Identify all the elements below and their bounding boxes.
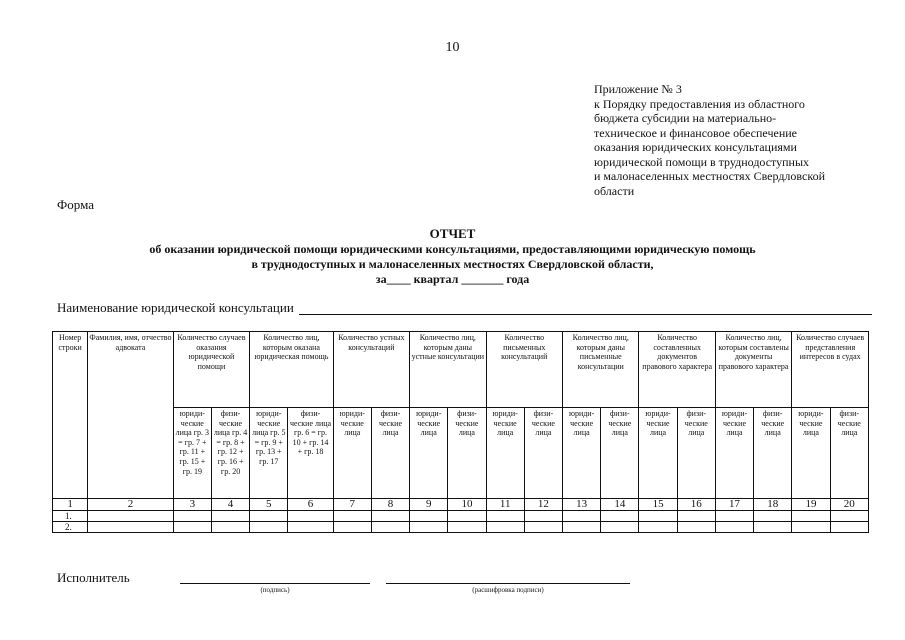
table-cell[interactable] xyxy=(211,522,249,533)
table-cell[interactable] xyxy=(333,511,371,522)
table-cell[interactable] xyxy=(410,522,448,533)
report-subtitle-line1: об оказании юридической помощи юридическими консультациями, предоставляющими юридическую помощь xyxy=(149,242,756,256)
row-number: 1. xyxy=(53,511,88,522)
table-cell[interactable] xyxy=(830,522,868,533)
column-number: 1 xyxy=(53,499,88,511)
table-cell[interactable] xyxy=(830,511,868,522)
column-number: 16 xyxy=(677,499,715,511)
appendix-line: бюджета субсидии на материально- xyxy=(594,111,777,125)
header-subcol: физи-ческие лица гр. 4 = гр. 8 + гр. 12 + гр. 16 + гр. 20 xyxy=(211,408,249,499)
column-number: 10 xyxy=(448,499,486,511)
table-cell[interactable] xyxy=(524,511,562,522)
column-number: 3 xyxy=(173,499,211,511)
table-cell[interactable] xyxy=(88,511,174,522)
header-group: Количество случаев представления интересов в судах xyxy=(792,332,869,408)
header-subcol: физи-ческие лица гр. 6 = гр. 10 + гр. 14 + гр. 18 xyxy=(288,408,333,499)
header-subcol: юриди-ческие лица гр. 5 = гр. 9 + гр. 13 + гр. 17 xyxy=(250,408,288,499)
column-number: 5 xyxy=(250,499,288,511)
row-number: 2. xyxy=(53,522,88,533)
column-number: 2 xyxy=(88,499,174,511)
table-cell[interactable] xyxy=(410,511,448,522)
column-number: 12 xyxy=(524,499,562,511)
table-cell[interactable] xyxy=(288,511,333,522)
table-cell[interactable] xyxy=(601,522,639,533)
header-group: Количество устных консультаций xyxy=(333,332,409,408)
header-subcol: юриди-ческие лица xyxy=(333,408,371,499)
column-number: 19 xyxy=(792,499,830,511)
header-lawyer-name: Фамилия, имя, отчество адвоката xyxy=(88,332,174,499)
column-number: 11 xyxy=(486,499,524,511)
page-number: 10 xyxy=(445,40,460,55)
org-name-field-line[interactable] xyxy=(299,314,872,315)
appendix-line: к Порядку предоставления из областного xyxy=(594,96,805,111)
table-cell[interactable] xyxy=(250,511,288,522)
column-number: 18 xyxy=(754,499,792,511)
header-subcol: физи-ческие лица xyxy=(601,408,639,499)
table-cell[interactable] xyxy=(173,511,211,522)
header-row-number: Номер строки xyxy=(53,332,88,499)
appendix-line: Приложение № 3 xyxy=(594,82,682,96)
table-cell[interactable] xyxy=(333,522,371,533)
header-subcol: физи-ческие лица xyxy=(830,408,868,499)
table-cell[interactable] xyxy=(524,522,562,533)
column-number: 8 xyxy=(371,499,409,511)
report-table xyxy=(52,331,869,533)
appendix-line: техническое и финансовое обеспечение xyxy=(594,125,797,140)
column-number: 14 xyxy=(601,499,639,511)
column-number: 7 xyxy=(333,499,371,511)
signature-decode-caption: (расшифровка подписи) xyxy=(472,586,544,594)
table-cell[interactable] xyxy=(88,522,174,533)
table-cell[interactable] xyxy=(371,522,409,533)
appendix-line: оказания юридических консультациями xyxy=(594,140,797,154)
table-cell[interactable] xyxy=(677,511,715,522)
table-row xyxy=(53,511,869,522)
column-number: 17 xyxy=(715,499,753,511)
table-cell[interactable] xyxy=(715,511,753,522)
table-cell[interactable] xyxy=(563,511,601,522)
header-group: Количество лиц, которым даны устные консультации xyxy=(410,332,486,408)
table-cell[interactable] xyxy=(486,522,524,533)
table-cell[interactable] xyxy=(563,522,601,533)
table-cell[interactable] xyxy=(371,511,409,522)
table-cell[interactable] xyxy=(288,522,333,533)
executor-label: Исполнитель xyxy=(57,570,130,585)
table-cell[interactable] xyxy=(448,511,486,522)
table-cell[interactable] xyxy=(250,522,288,533)
appendix-line: юридической помощи в труднодоступных xyxy=(594,154,810,169)
header-subcol: физи-ческие лица xyxy=(524,408,562,499)
table-cell[interactable] xyxy=(639,511,677,522)
header-subcol: юриди-ческие лица xyxy=(639,408,677,499)
header-subcol: физи-ческие лица xyxy=(754,408,792,499)
report-period-line: за____ квартал _______ года xyxy=(375,272,530,286)
signature-caption: (подпись) xyxy=(260,586,290,594)
header-subcol: юриди-ческие лица гр. 3 = гр. 7 + гр. 11 + гр. 15 + гр. 19 xyxy=(173,408,211,499)
table-cell[interactable] xyxy=(792,522,830,533)
table-cell[interactable] xyxy=(601,511,639,522)
column-number: 13 xyxy=(563,499,601,511)
header-subcol: юриди-ческие лица xyxy=(715,408,753,499)
header-group: Количество лиц, которым даны письменные консультации xyxy=(563,332,639,408)
table-cell[interactable] xyxy=(486,511,524,522)
column-number: 15 xyxy=(639,499,677,511)
header-group: Количество случаев оказания юридической помощи xyxy=(173,332,249,408)
table-cell[interactable] xyxy=(677,522,715,533)
column-number: 20 xyxy=(830,499,868,511)
appendix-line: и малонаселенных местностях Свердловской xyxy=(594,169,825,183)
header-subcol: физи-ческие лица xyxy=(371,408,409,499)
column-number: 6 xyxy=(288,499,333,511)
signature-decode-line[interactable] xyxy=(386,583,630,584)
appendix-line: области xyxy=(594,183,635,198)
table-cell[interactable] xyxy=(792,511,830,522)
table-cell[interactable] xyxy=(754,511,792,522)
column-number: 4 xyxy=(211,499,249,511)
header-subcol: юриди-ческие лица xyxy=(563,408,601,499)
org-name-label: Наименование юридической консультации xyxy=(57,300,294,315)
header-group: Количество лиц, которым оказана юридическая помощь xyxy=(250,332,334,408)
header-subcol: юриди-ческие лица xyxy=(486,408,524,499)
table-cell[interactable] xyxy=(639,522,677,533)
signature-line[interactable] xyxy=(180,583,370,584)
header-subcol: юриди-ческие лица xyxy=(410,408,448,499)
table-cell[interactable] xyxy=(754,522,792,533)
table-cell[interactable] xyxy=(173,522,211,533)
header-subcol: юриди-ческие лица xyxy=(792,408,830,499)
table-row xyxy=(53,522,869,533)
table-cell[interactable] xyxy=(715,522,753,533)
table-cell[interactable] xyxy=(211,511,249,522)
report-subtitle-line2: в труднодоступных и малонаселенных местностях Свердловской области, xyxy=(251,257,654,271)
report-title: ОТЧЕТ xyxy=(429,226,476,241)
header-subcol: физи-ческие лица xyxy=(677,408,715,499)
table-cell[interactable] xyxy=(448,522,486,533)
header-group: Количество составленных документов правового характера xyxy=(639,332,715,408)
header-group: Количество письменных консультаций xyxy=(486,332,562,408)
column-number: 9 xyxy=(410,499,448,511)
header-group: Количество лиц, которым составлены документы правового характера xyxy=(715,332,791,408)
header-subcol: физи-ческие лица xyxy=(448,408,486,499)
form-label: Форма xyxy=(57,197,94,212)
appendix-block xyxy=(594,82,884,198)
column-number-row xyxy=(53,499,869,511)
